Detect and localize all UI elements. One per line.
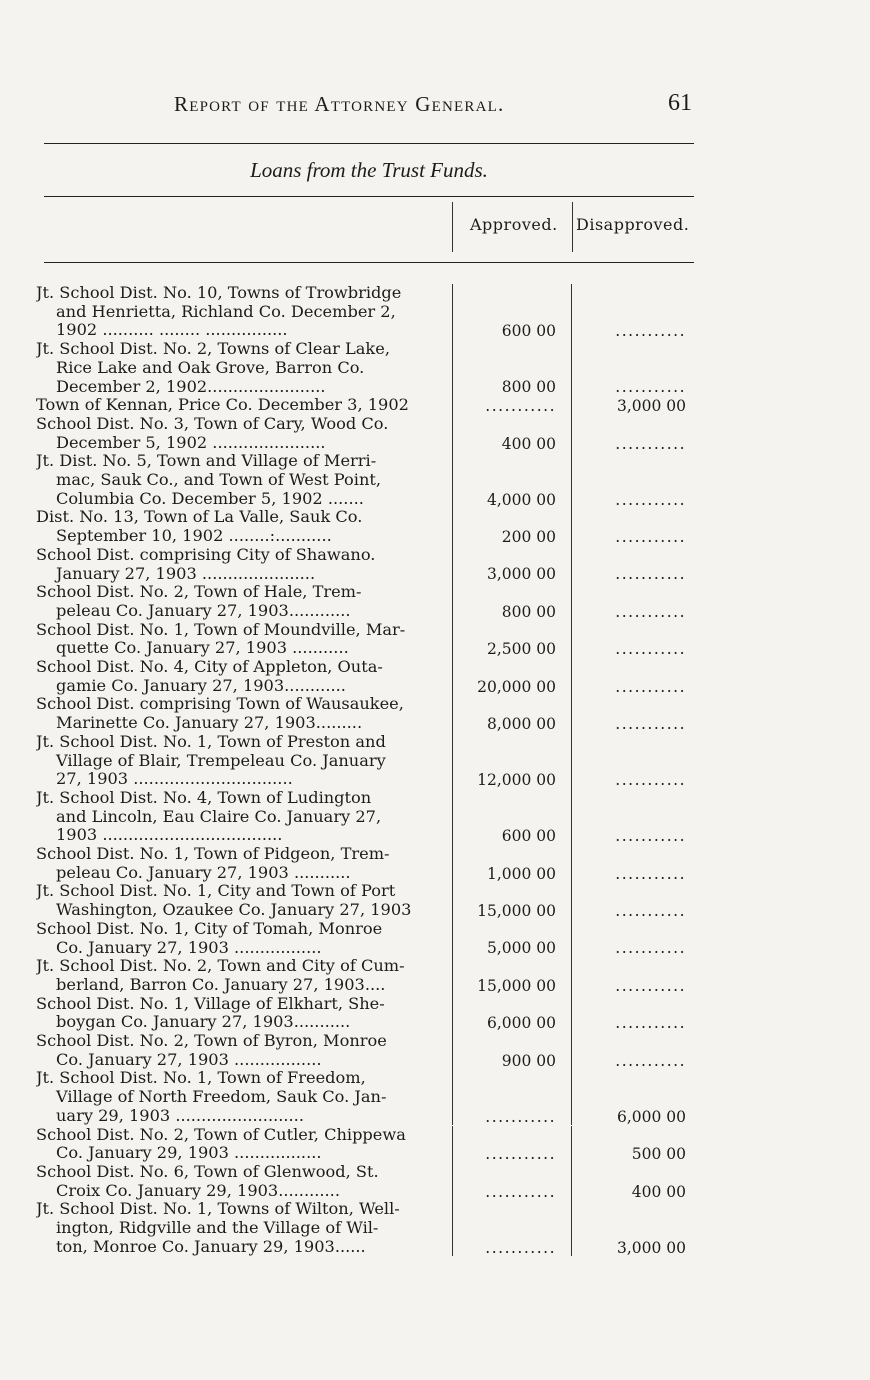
page-number: 61	[668, 90, 692, 116]
description-line: and Henrietta, Richland Co. December 2,	[56, 302, 396, 321]
description-line: berland, Barron Co. January 27, 1903....	[56, 975, 386, 994]
column-divider	[452, 452, 453, 508]
disapproved-amount: ...........	[615, 1051, 686, 1070]
loan-description	[36, 995, 451, 1032]
approved-amount: 1,000 00	[486, 864, 556, 883]
description-line: ington, Ridgville and the Village of Wil-	[56, 1219, 379, 1237]
column-divider	[571, 957, 572, 994]
disapproved-amount: 3,000 00	[616, 1238, 686, 1257]
column-divider	[571, 508, 572, 545]
description-line: 1902 .......... ........ ................	[56, 321, 288, 340]
column-divider	[452, 284, 453, 340]
loan-description	[36, 621, 451, 658]
description-line: Rice Lake and Oak Grove, Barron Co.	[56, 358, 365, 377]
column-divider	[452, 508, 453, 545]
description-line: Jt. School Dist. No. 4, Town of Ludington	[36, 788, 372, 807]
table-top-rule	[44, 196, 694, 197]
column-divider	[571, 340, 572, 396]
description-line: peleau Co. January 27, 1903 ...........	[56, 863, 351, 882]
column-divider	[571, 546, 572, 583]
table-row	[36, 583, 696, 620]
loan-description	[36, 396, 451, 415]
approved-column-header: Approved.	[470, 215, 558, 234]
disapproved-amount: ...........	[615, 640, 686, 659]
description-line: School Dist. No. 1, Town of Moundville, Mar-	[36, 620, 406, 639]
disapproved-amount: ...........	[615, 378, 686, 397]
description-line: School Dist. No. 4, City of Appleton, Outa-	[36, 658, 383, 676]
column-divider	[571, 1069, 572, 1125]
column-divider	[571, 733, 572, 789]
description-line: boygan Co. January 27, 1903...........	[56, 1013, 351, 1032]
disapproved-amount: ...........	[615, 864, 686, 883]
description-line: School Dist. comprising Town of Wausaukee,	[36, 695, 404, 714]
loan-description	[36, 340, 451, 396]
column-divider	[452, 1069, 453, 1125]
column-divider	[571, 789, 572, 845]
loan-description	[36, 695, 451, 732]
disapproved-amount: ...........	[615, 677, 686, 696]
column-divider	[571, 1126, 572, 1163]
description-line: Jt. School Dist. No. 1, City and Town of Port	[36, 882, 396, 901]
table-row	[36, 995, 696, 1032]
table-row	[36, 920, 696, 957]
approved-amount: 8,000 00	[486, 715, 556, 734]
description-line: Columbia Co. December 5, 1902 .......	[56, 489, 364, 508]
column-divider	[572, 202, 573, 252]
column-divider	[452, 415, 453, 452]
approved-amount: 800 00	[501, 602, 556, 621]
disapproved-amount: ...........	[615, 939, 686, 958]
column-divider	[571, 284, 572, 340]
description-line: School Dist. No. 1, Village of Elkhart, She-	[36, 994, 385, 1013]
column-divider	[571, 452, 572, 508]
table-row	[36, 621, 696, 658]
column-divider	[571, 415, 572, 452]
loan-description	[36, 415, 451, 452]
loan-description	[36, 658, 451, 695]
column-divider	[571, 995, 572, 1032]
column-divider	[452, 995, 453, 1032]
description-line: Croix Co. January 29, 1903............	[56, 1181, 340, 1200]
description-line: School Dist. comprising City of Shawano.	[36, 545, 376, 564]
disapproved-amount: ...........	[615, 602, 686, 621]
disapproved-amount: ...........	[615, 771, 686, 790]
disapproved-amount: ...........	[615, 902, 686, 921]
loan-description	[36, 508, 451, 545]
disapproved-amount: ...........	[615, 322, 686, 341]
table-row	[36, 1200, 696, 1256]
table-row	[36, 845, 696, 882]
column-divider	[571, 1032, 572, 1069]
table-row	[36, 1126, 696, 1163]
description-line: December 5, 1902 ......................	[56, 433, 326, 452]
description-line: 27, 1903 ...............................	[56, 770, 293, 789]
description-line: Jt. School Dist. No. 10, Towns of Trowbridge	[36, 284, 402, 302]
column-divider	[571, 396, 572, 415]
description-line: mac, Sauk Co., and Town of West Point,	[56, 471, 382, 489]
description-line: Village of North Freedom, Sauk Co. Jan-	[56, 1088, 387, 1107]
approved-amount: 2,500 00	[486, 640, 556, 659]
description-line: Co. January 27, 1903 .................	[56, 938, 322, 957]
disapproved-amount: ...........	[615, 434, 686, 453]
column-divider	[571, 658, 572, 695]
description-line: gamie Co. January 27, 1903............	[56, 676, 346, 695]
description-line: September 10, 1902 ........:...........	[56, 527, 332, 546]
loan-description	[36, 789, 451, 845]
column-divider	[452, 1032, 453, 1069]
table-row	[36, 396, 696, 415]
loan-description	[36, 733, 451, 789]
approved-amount: 200 00	[501, 528, 556, 547]
approved-amount: ...........	[485, 397, 556, 416]
disapproved-amount: ...........	[615, 715, 686, 734]
table-row	[36, 789, 696, 845]
description-line: Village of Blair, Trempeleau Co. January	[56, 751, 386, 770]
page-header	[44, 90, 694, 120]
disapproved-amount: ...........	[615, 528, 686, 547]
description-line: 1903 ...................................	[56, 826, 283, 845]
column-divider	[452, 957, 453, 994]
column-divider	[571, 1163, 572, 1200]
approved-amount: ...........	[485, 1107, 556, 1126]
table-row	[36, 340, 696, 396]
description-line: January 27, 1903 ......................	[56, 564, 316, 583]
column-divider	[452, 658, 453, 695]
loan-description	[36, 583, 451, 620]
table-row	[36, 658, 696, 695]
description-line: School Dist. No. 2, Town of Cutler, Chippewa	[36, 1125, 406, 1144]
column-divider	[452, 621, 453, 658]
column-divider	[452, 202, 453, 252]
description-line: Jt. School Dist. No. 2, Towns of Clear Lake,	[36, 340, 390, 359]
column-divider	[571, 882, 572, 919]
column-divider	[452, 546, 453, 583]
column-divider	[452, 882, 453, 919]
loan-description	[36, 1126, 451, 1163]
column-divider	[571, 695, 572, 732]
description-line: Jt. School Dist. No. 1, Town of Freedom,	[36, 1069, 366, 1088]
table-row	[36, 882, 696, 919]
description-line: ton, Monroe Co. January 29, 1903......	[56, 1237, 366, 1256]
approved-amount: 400 00	[501, 434, 556, 453]
column-divider	[452, 396, 453, 415]
loan-description	[36, 1032, 451, 1069]
approved-amount: 800 00	[501, 378, 556, 397]
loan-description	[36, 452, 451, 508]
description-line: Dist. No. 13, Town of La Valle, Sauk Co.	[36, 508, 363, 527]
column-divider	[571, 621, 572, 658]
table-row	[36, 733, 696, 789]
column-divider	[452, 920, 453, 957]
approved-amount: 6,000 00	[486, 1014, 556, 1033]
table-row	[36, 284, 696, 340]
column-divider	[452, 695, 453, 732]
loan-description	[36, 845, 451, 882]
description-line: School Dist. No. 1, City of Tomah, Monroe	[36, 919, 383, 938]
table-row	[36, 695, 696, 732]
column-divider	[571, 583, 572, 620]
loan-description	[36, 920, 451, 957]
disapproved-column-header: Disapproved.	[576, 215, 690, 234]
table-row	[36, 1069, 696, 1125]
description-line: School Dist. No. 2, Town of Hale, Trem-	[36, 583, 362, 602]
description-line: December 2, 1902.......................	[56, 377, 326, 396]
header-rule	[44, 143, 694, 144]
approved-amount: 5,000 00	[486, 939, 556, 958]
description-line: Jt. Dist. No. 5, Town and Village of Merri-	[36, 452, 377, 471]
approved-amount: 20,000 00	[477, 677, 556, 696]
disapproved-amount: ...........	[615, 490, 686, 509]
approved-amount: 600 00	[501, 322, 556, 341]
approved-amount: ...........	[485, 1238, 556, 1257]
description-line: Jt. School Dist. No. 1, Town of Preston and	[36, 732, 386, 751]
column-divider	[571, 845, 572, 882]
description-line: Co. January 27, 1903 .................	[56, 1050, 322, 1069]
loan-description	[36, 1163, 451, 1200]
column-divider	[452, 583, 453, 620]
table-header-rule	[44, 262, 694, 263]
approved-amount: 12,000 00	[477, 771, 556, 790]
table-row	[36, 415, 696, 452]
loan-description	[36, 1200, 451, 1256]
column-divider	[452, 340, 453, 396]
description-line: Washington, Ozaukee Co. January 27, 1903	[56, 901, 412, 920]
description-line: Jt. School Dist. No. 2, Town and City of Cum-	[36, 957, 405, 976]
disapproved-amount: 6,000 00	[616, 1107, 686, 1126]
column-divider	[452, 789, 453, 845]
disapproved-amount: 400 00	[631, 1182, 686, 1201]
column-divider	[452, 1163, 453, 1200]
loan-description	[36, 882, 451, 919]
disapproved-amount: ...........	[615, 827, 686, 846]
section-title: Loans from the Trust Funds.	[250, 158, 488, 182]
column-divider	[452, 1126, 453, 1163]
description-line: School Dist. No. 6, Town of Glenwood, St.	[36, 1162, 379, 1181]
description-line: and Lincoln, Eau Claire Co. January 27,	[56, 807, 382, 826]
description-line: Marinette Co. January 27, 1903.........	[56, 714, 363, 733]
description-line: School Dist. No. 3, Town of Cary, Wood Co.	[36, 414, 389, 433]
approved-amount: 600 00	[501, 827, 556, 846]
description-line: Town of Kennan, Price Co. December 3, 1902	[36, 396, 409, 415]
column-divider	[452, 733, 453, 789]
table-row	[36, 1032, 696, 1069]
description-line: School Dist. No. 1, Town of Pidgeon, Trem-	[36, 845, 390, 863]
approved-amount: 3,000 00	[486, 565, 556, 584]
loan-description	[36, 1069, 451, 1125]
approved-amount: ...........	[485, 1182, 556, 1201]
loan-description	[36, 284, 451, 340]
disapproved-amount: 500 00	[631, 1145, 686, 1164]
table-row	[36, 508, 696, 545]
approved-amount: 15,000 00	[477, 902, 556, 921]
approved-amount: 15,000 00	[477, 976, 556, 995]
table-row	[36, 452, 696, 508]
description-line: peleau Co. January 27, 1903............	[56, 601, 351, 620]
loan-description	[36, 546, 451, 583]
table-row	[36, 546, 696, 583]
description-line: School Dist. No. 2, Town of Byron, Monroe	[36, 1032, 387, 1050]
disapproved-amount: ...........	[615, 1014, 686, 1033]
table-row	[36, 1163, 696, 1200]
running-head: Report of the Attorney General.	[174, 92, 505, 116]
approved-amount: 900 00	[501, 1051, 556, 1070]
approved-amount: 4,000 00	[486, 490, 556, 509]
column-divider	[571, 1200, 572, 1256]
description-line: uary 29, 1903 .........................	[56, 1106, 304, 1125]
column-divider	[571, 920, 572, 957]
description-line: quette Co. January 27, 1903 ...........	[56, 639, 349, 658]
column-divider	[452, 1200, 453, 1256]
disapproved-amount: 3,000 00	[616, 397, 686, 416]
loan-description	[36, 957, 451, 994]
disapproved-amount: ...........	[615, 976, 686, 995]
column-divider	[452, 845, 453, 882]
description-line: Jt. School Dist. No. 1, Towns of Wilton, Well-	[36, 1200, 400, 1219]
approved-amount: ...........	[485, 1145, 556, 1164]
description-line: Co. January 29, 1903 .................	[56, 1144, 322, 1163]
disapproved-amount: ...........	[615, 565, 686, 584]
table-row	[36, 957, 696, 994]
